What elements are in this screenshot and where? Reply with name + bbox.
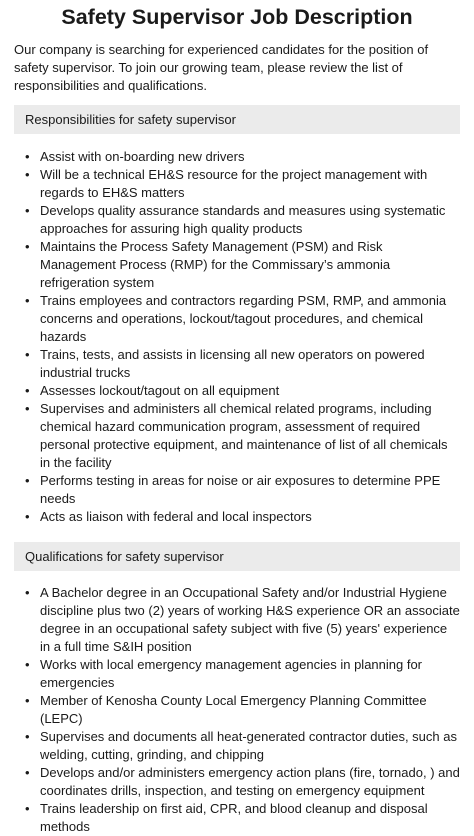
- list-item: • Trains employees and contractors regarding PSM, RMP, and ammonia concerns and operations, lockout/tagout procedures, and chemical hazards: [40, 292, 460, 346]
- responsibilities-heading: Responsibilities for safety supervisor: [14, 105, 460, 134]
- list-item: • Trains leadership on first aid, CPR, and blood cleanup and disposal methods: [40, 800, 460, 836]
- list-item: • Develops quality assurance standards and measures using systematic approaches for assuring high quality products: [40, 202, 460, 238]
- list-item: • Assesses lockout/tagout on all equipment: [40, 382, 460, 400]
- list-item: • Member of Kenosha County Local Emergency Planning Committee (LEPC): [40, 692, 460, 728]
- responsibilities-list: [14, 148, 460, 526]
- list-item: • Trains, tests, and assists in licensing all new operators on powered industrial trucks: [40, 346, 460, 382]
- list-item: • Performs testing in areas for noise or air exposures to determine PPE needs: [40, 472, 460, 508]
- list-item: • Maintains the Process Safety Management (PSM) and Risk Management Process (RMP) for the Commissary’s ammonia refrigeration system: [40, 238, 460, 292]
- qualifications-list: [14, 584, 460, 836]
- list-item: • Acts as liaison with federal and local inspectors: [40, 508, 460, 526]
- page-title: Safety Supervisor Job Description: [61, 5, 413, 29]
- list-item: • A Bachelor degree in an Occupational Safety and/or Industrial Hygiene discipline plus two (2) years of working H&S experience OR an associate degree in an occupational safety subject with five (5) years' experience in a full time S&IH position: [40, 584, 460, 656]
- list-item: • Supervises and documents all heat-generated contractor duties, such as welding, cutting, grinding, and chipping: [40, 728, 460, 764]
- list-item: • Works with local emergency management agencies in planning for emergencies: [40, 656, 460, 692]
- intro-paragraph: Our company is searching for experienced candidates for the position of safety supervisor. To join our growing team, please review the list of responsibilities and qualifications.: [14, 42, 429, 93]
- list-item: • Supervises and administers all chemical related programs, including chemical hazard communication program, assessment of required personal protective equipment, and maintenance of list of all chemicals in the facility: [40, 400, 460, 472]
- qualifications-heading: Qualifications for safety supervisor: [14, 542, 460, 571]
- list-item: • Assist with on-boarding new drivers: [40, 148, 460, 166]
- list-item: • Develops and/or administers emergency action plans (fire, tornado, ) and coordinates drills, inspection, and testing on emergency equipment: [40, 764, 460, 800]
- list-item: • Will be a technical EH&S resource for the project management with regards to EH&S matters: [40, 166, 460, 202]
